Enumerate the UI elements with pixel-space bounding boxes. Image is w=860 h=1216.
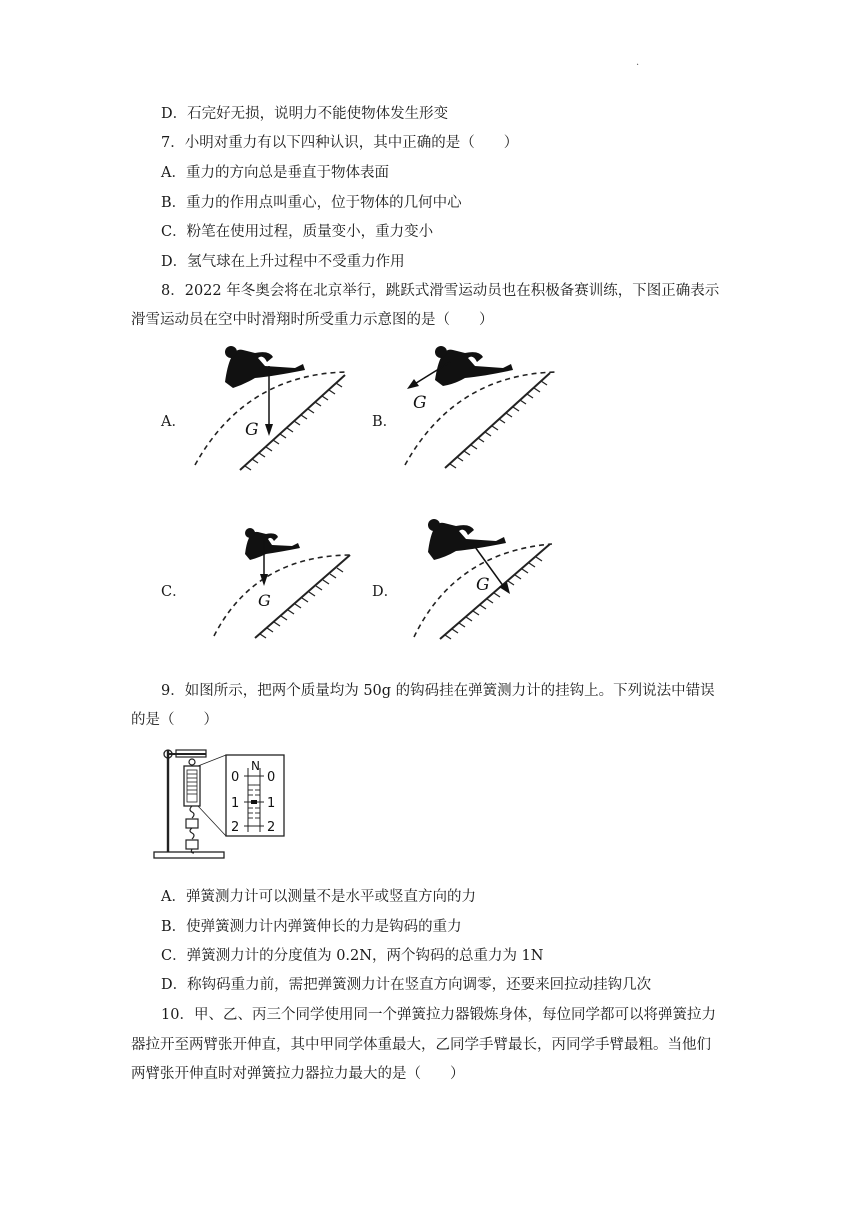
q7-option-b: B．重力的作用点叫重心，位于物体的几何中心 bbox=[161, 195, 462, 211]
header-mark: · bbox=[636, 60, 640, 71]
q10-line2: 器拉开至两臂张开伸直，其中甲同学体重最大，乙同学手臂最长，丙同学手臂最粗。当他们 bbox=[131, 1037, 711, 1053]
q9-stem-line2: 的是（ ） bbox=[131, 712, 218, 728]
q8-figure-a bbox=[185, 340, 360, 475]
q8-figure-b bbox=[395, 340, 570, 475]
q6-option-d: D．石完好无损，说明力不能使物体发生形变 bbox=[161, 106, 449, 122]
q9-tick-right-1: 1 bbox=[267, 796, 276, 811]
q10-line3: 两臂张开伸直时对弹簧拉力器拉力最大的是（ ） bbox=[131, 1066, 465, 1082]
q7-stem: 7．小明对重力有以下四种认识，其中正确的是（ ） bbox=[161, 135, 519, 151]
q9-tick-left-2: 2 bbox=[231, 820, 240, 835]
q9-stem-line1: 9．如图所示，把两个质量均为 50g 的钩码挂在弹簧测力计的挂钩上。下列说法中错误 bbox=[161, 683, 715, 699]
q9-option-c: C．弹簧测力计的分度值为 0.2N，两个钩码的总重力为 1N bbox=[161, 948, 544, 964]
q8-a-g-label: G bbox=[245, 420, 259, 440]
q7-option-a: A．重力的方向总是垂直于物体表面 bbox=[161, 165, 389, 181]
q10-line1: 10．甲、乙、丙三个同学使用同一个弹簧拉力器锻炼身体，每位同学都可以将弹簧拉力 bbox=[161, 1007, 716, 1023]
q8-figure-d bbox=[400, 512, 560, 644]
q7-option-d: D．氢气球在上升过程中不受重力作用 bbox=[161, 254, 405, 270]
q8-stem-line1: 8．2022 年冬奥会将在北京举行，跳跃式滑雪运动员也在积极备赛训练，下图正确表示 bbox=[161, 283, 720, 299]
q9-figure bbox=[150, 740, 290, 865]
q8-label-d: D． bbox=[372, 584, 399, 600]
q8-label-c: C． bbox=[161, 584, 187, 600]
q9-tick-right-0: 0 bbox=[267, 770, 276, 785]
q9-scale-unit: N bbox=[251, 759, 260, 773]
q9-tick-left-0: 0 bbox=[231, 770, 240, 785]
q8-b-g-label: G bbox=[413, 393, 427, 413]
q7-option-c: C．粉笔在使用过程，质量变小，重力变小 bbox=[161, 224, 434, 240]
q8-d-g-label: G bbox=[476, 575, 490, 595]
q9-tick-left-1: 1 bbox=[231, 796, 240, 811]
q8-label-a: A． bbox=[161, 414, 186, 430]
q8-stem-line2: 滑雪运动员在空中时滑翔时所受重力示意图的是（ ） bbox=[131, 312, 494, 328]
q9-option-b: B．使弹簧测力计内弹簧伸长的力是钩码的重力 bbox=[161, 919, 462, 935]
q8-figure-c bbox=[200, 518, 360, 643]
q9-tick-right-2: 2 bbox=[267, 820, 276, 835]
q8-c-g-label: G bbox=[258, 591, 271, 610]
q8-label-b: B． bbox=[372, 414, 398, 430]
q9-option-d: D．称钩码重力前，需把弹簧测力计在竖直方向调零，还要来回拉动挂钩几次 bbox=[161, 977, 652, 993]
q9-option-a: A．弹簧测力计可以测量不是水平或竖直方向的力 bbox=[161, 889, 476, 905]
